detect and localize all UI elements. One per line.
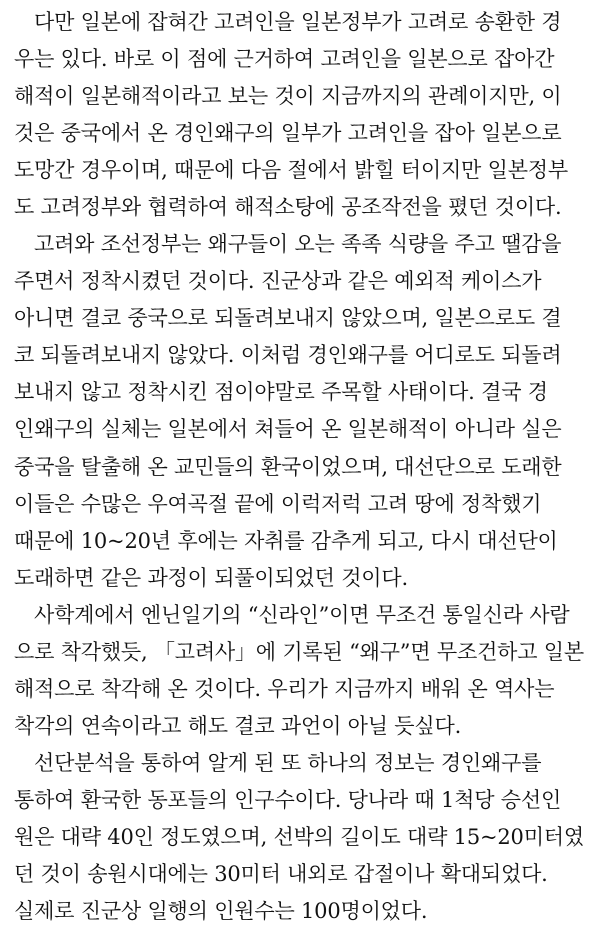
text-line: 인왜구의 실체는 일본에서 쳐들어 온 일본해적이 아니라 실은 — [14, 417, 562, 442]
text-line: 원은 대략 40인 정도였으며, 선박의 길이도 대략 15~20미터였 — [14, 824, 584, 849]
text-line: 도 고려정부와 협력하여 해적소탕에 공조작전을 폈던 것이다. — [14, 195, 562, 220]
text-line: 던 것이 송원시대에는 30미터 내외로 갑절이나 확대되었다. — [14, 861, 548, 886]
text-line: 선단분석을 통하여 알게 된 또 하나의 정보는 경인왜구를 — [34, 750, 542, 775]
text-line: 해적이 일본해적이라고 보는 것이 지금까지의 관례이지만, 이 — [14, 84, 562, 109]
text-line: 으로 착각했듯, 「고려사」에 기록된 “왜구”면 무조건하고 일본 — [14, 639, 584, 664]
text-line: 도망간 경우이며, 때문에 다음 절에서 밝힐 터이지만 일본정부 — [14, 158, 568, 183]
text-line: 우는 있다. 바로 이 점에 근거하여 고려인을 일본으로 잡아간 — [14, 47, 555, 72]
text-line: 다만 일본에 잡혀간 고려인을 일본정부가 고려로 송환한 경 — [34, 10, 562, 34]
text-line: 보내지 않고 정착시킨 점이야말로 주목할 사태이다. 결국 경 — [14, 380, 548, 405]
text-line: 사학계에서 엔닌일기의 “신라인”이면 무조건 통일신라 사람 — [34, 602, 570, 627]
text-line: 고려와 조선정부는 왜구들이 오는 족족 식량을 주고 땔감을 — [34, 232, 562, 257]
text-line: 중국을 탈출해 온 교민들의 환국이었으며, 대선단으로 도래한 — [14, 454, 562, 479]
text-line: 통하여 환국한 동포들의 인구수이다. 당나라 때 1척당 승선인 — [14, 787, 562, 812]
text-line: 때문에 10~20년 후에는 자취를 감추게 되고, 다시 대선단이 — [14, 528, 558, 553]
text-line: 이들은 수많은 우여곡절 끝에 이럭저럭 고려 땅에 정착했기 — [14, 491, 542, 516]
text-line: 도래하면 같은 과정이 되풀이되었던 것이다. — [14, 565, 408, 590]
text-line: 해적으로 착각해 온 것이다. 우리가 지금까지 배워 온 역사는 — [14, 676, 555, 701]
text-line: 착각의 연속이라고 해도 결코 과언이 아닐 듯싶다. — [14, 713, 462, 738]
text-line: 실제로 진군상 일행의 인원수는 100명이었다. — [14, 899, 428, 923]
text-line: 코 되돌려보내지 않았다. 이처럼 경인왜구를 어디로도 되돌려 — [14, 343, 562, 368]
text-line: 것은 중국에서 온 경인왜구의 일부가 고려인을 잡아 일본으로 — [14, 121, 562, 146]
text-line: 주면서 정착시켰던 것이다. 진군상과 같은 예외적 케이스가 — [14, 269, 542, 294]
text-line: 아니면 결코 중국으로 되돌려보내지 않았으며, 일본으로도 결 — [14, 306, 562, 331]
